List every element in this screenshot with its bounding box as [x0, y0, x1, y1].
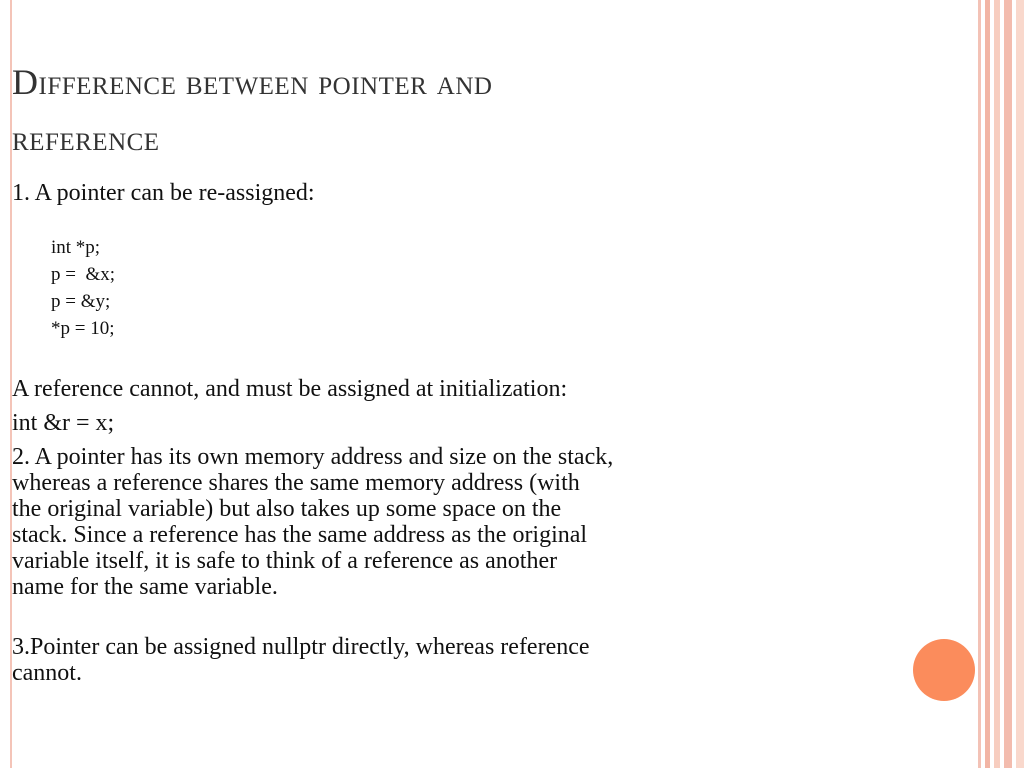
slide-title	[12, 54, 912, 166]
right-stripe	[1004, 0, 1012, 768]
point2-line: the original variable) but also takes up some space on the	[12, 496, 562, 522]
point2-line: stack. Since a reference has the same address as the original	[12, 522, 588, 548]
code-line: *p = 10;	[51, 318, 115, 339]
reference-note: A reference cannot, and must be assigned at initialization:	[12, 376, 568, 402]
point3-paragraph	[12, 634, 892, 686]
decorative-circle	[913, 639, 975, 701]
point2-line: variable itself, it is safe to think of a reference as another	[12, 548, 558, 574]
code-line: p = &y;	[51, 291, 111, 312]
point2-paragraph	[12, 444, 892, 600]
point2-line: 2. A pointer has its own memory address and size on the stack,	[12, 444, 614, 470]
code-line: p = &x;	[51, 264, 116, 285]
code-block	[51, 234, 892, 342]
point2-line: name for the same variable.	[12, 574, 278, 600]
right-stripe	[1016, 0, 1024, 768]
point3-line: cannot.	[12, 660, 82, 686]
code-line: int *p;	[51, 237, 101, 258]
reference-code: int &r = x;	[12, 410, 115, 436]
right-stripe	[994, 0, 1000, 768]
slide-body	[12, 180, 892, 686]
point1-heading: 1. A pointer can be re-assigned:	[12, 180, 315, 206]
title-line: reference	[12, 118, 160, 158]
point2-line: whereas a reference shares the same memory address (with	[12, 470, 580, 496]
title-line: Difference between pointer and	[12, 62, 493, 102]
right-stripe	[985, 0, 990, 768]
point3-line: 3.Pointer can be assigned nullptr directly, whereas reference	[12, 634, 590, 660]
right-stripe	[978, 0, 981, 768]
